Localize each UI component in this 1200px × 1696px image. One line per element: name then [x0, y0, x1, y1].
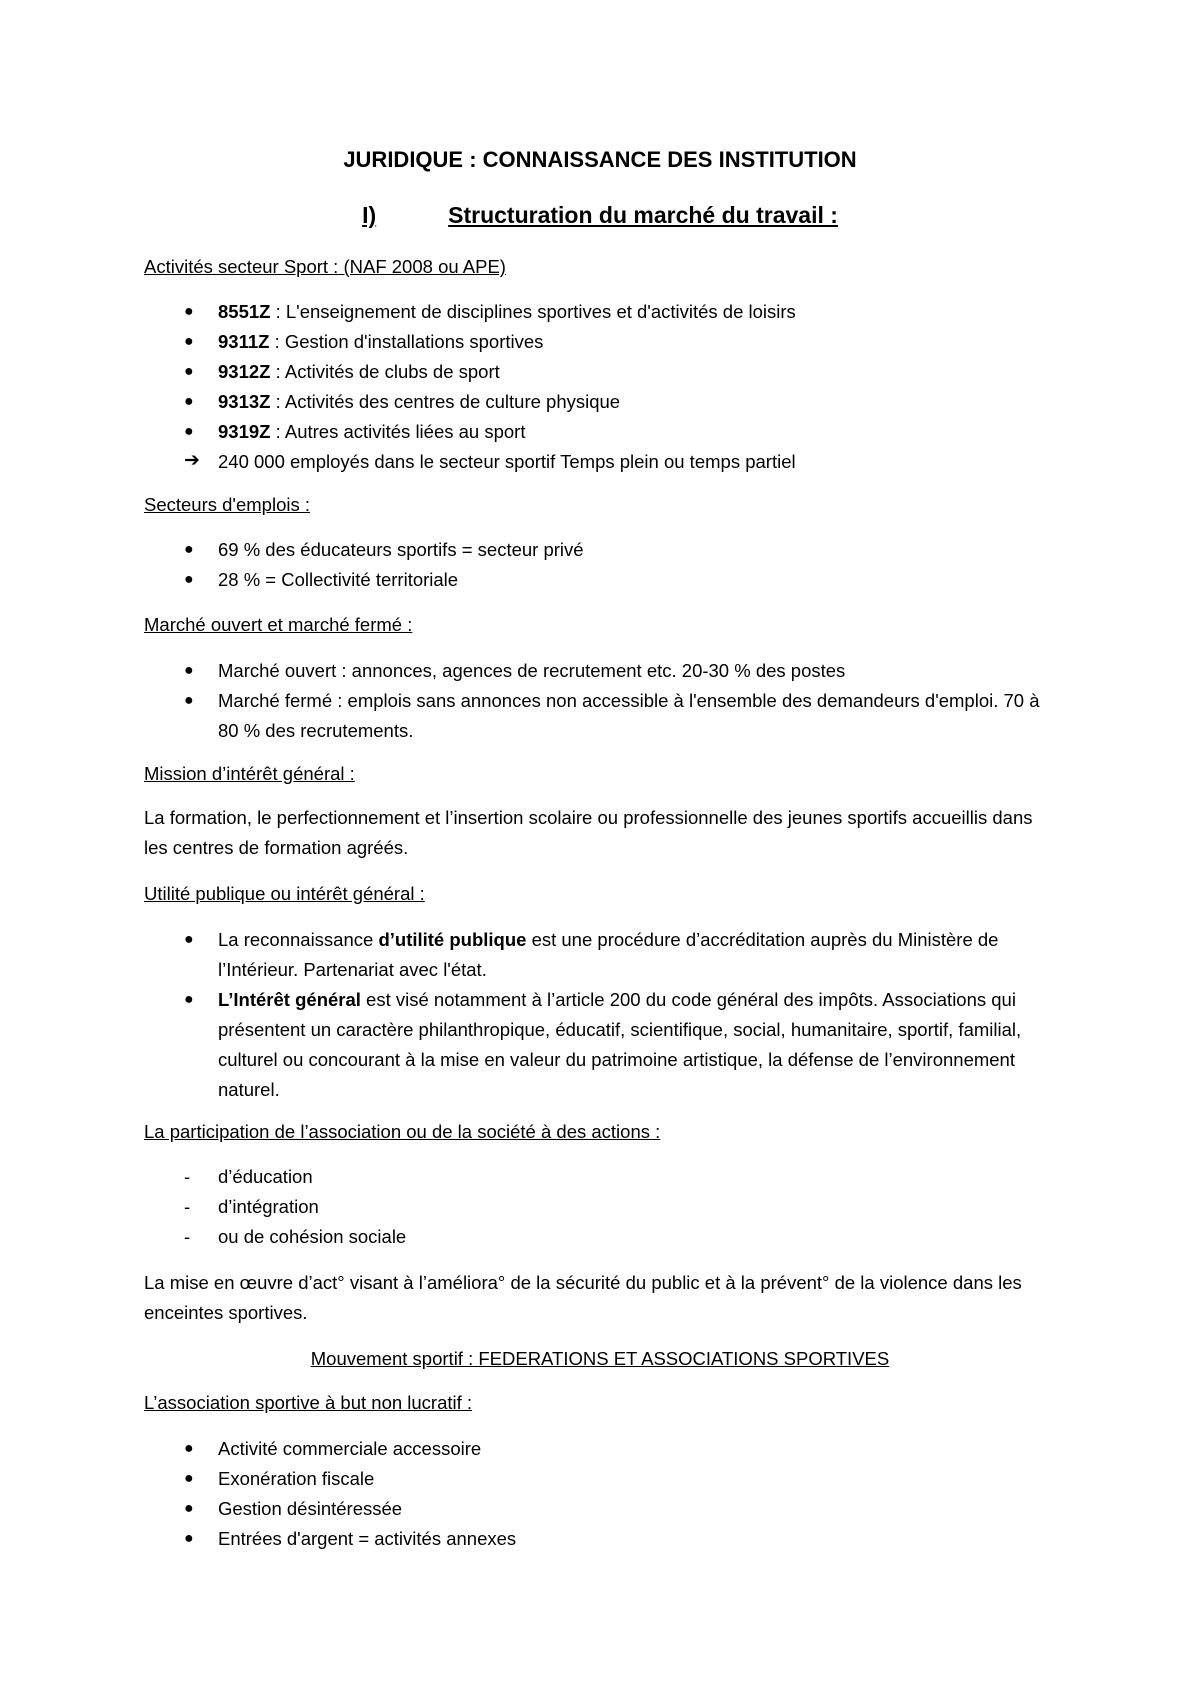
- bullet-icon: ●: [184, 662, 194, 679]
- list-item: ➔ 240 000 employés dans le secteur sportif Temps plein ou temps partiel: [184, 447, 1054, 477]
- bullet-icon: ●: [184, 692, 194, 709]
- dash-icon: -: [184, 1196, 191, 1217]
- activites-heading: Activités secteur Sport : (NAF 2008 ou APE): [144, 256, 506, 277]
- list-item: ● Gestion désintéressée: [184, 1494, 1054, 1524]
- activites-list: [184, 297, 1054, 477]
- association-heading: L’association sportive à but non lucratif :: [144, 1392, 473, 1413]
- marche-list: [184, 656, 1054, 746]
- list-item: ● Activité commerciale accessoire: [184, 1434, 1054, 1464]
- bullet-icon: ●: [184, 991, 194, 1008]
- section-number: I): [362, 202, 377, 228]
- document-title: JURIDIQUE : CONNAISSANCE DES INSTITUTION: [343, 147, 857, 172]
- list-item: ● Exonération fiscale: [184, 1464, 1054, 1494]
- list-item: - d’intégration: [184, 1192, 1054, 1222]
- list-item: ● L’Intérêt général est visé notamment à l’article 200 du code général des impôts. Associations qui présentent un caractère philanthropique, éducatif, scientifique, social, humanitaire, sportif, familial, culturel ou concourant à la mise en valeur du patrimoine artistique, la défense de l’environnement naturel.: [184, 985, 1054, 1105]
- secteurs-list: [184, 535, 1054, 595]
- arrow-right-icon: ➔: [184, 450, 200, 471]
- list-item: ● 8551Z : L'enseignement de disciplines sportives et d'activités de loisirs: [184, 297, 1054, 327]
- mission-heading: Mission d’intérêt général :: [144, 763, 355, 784]
- bullet-icon: ●: [184, 423, 194, 440]
- bullet-icon: ●: [184, 571, 194, 588]
- bullet-icon: ●: [184, 1440, 194, 1457]
- utilite-heading: Utilité publique ou intérêt général :: [144, 883, 425, 904]
- bullet-icon: ●: [184, 1470, 194, 1487]
- list-item: ● Marché ouvert : annonces, agences de recrutement etc. 20-30 % des postes: [184, 656, 1054, 686]
- bullet-icon: ●: [184, 1500, 194, 1517]
- list-item: ● 9313Z : Activités des centres de culture physique: [184, 387, 1054, 417]
- list-item: ● Entrées d'argent = activités annexes: [184, 1524, 1054, 1554]
- bullet-icon: ●: [184, 1530, 194, 1547]
- participation-heading: La participation de l’association ou de la société à des actions :: [144, 1121, 661, 1142]
- section-title: Structuration du marché du travail :: [448, 202, 838, 228]
- bullet-icon: ●: [184, 393, 194, 410]
- dash-icon: -: [184, 1226, 191, 1247]
- list-item: ● 9311Z : Gestion d'installations sportives: [184, 327, 1054, 357]
- utilite-list: [184, 925, 1054, 1105]
- bullet-icon: ●: [184, 303, 194, 320]
- list-item: ● Marché fermé : emplois sans annonces non accessible à l'ensemble des demandeurs d'emploi. 70 à 80 % des recrutements.: [184, 686, 1054, 746]
- section-heading: [0, 202, 1200, 229]
- secteurs-heading: Secteurs d'emplois :: [144, 494, 310, 515]
- list-item: ● 9312Z : Activités de clubs de sport: [184, 357, 1054, 387]
- mission-paragraph: La formation, le perfectionnement et l’insertion scolaire ou professionnelle des jeunes sportifs accueillis dans les centres de formation agréés.: [144, 807, 1033, 858]
- list-item: ● 9319Z : Autres activités liées au sport: [184, 417, 1054, 447]
- list-item: ● 69 % des éducateurs sportifs = secteur privé: [184, 535, 1054, 565]
- bullet-icon: ●: [184, 333, 194, 350]
- association-list: [184, 1434, 1054, 1554]
- participation-paragraph: La mise en œuvre d’act° visant à l’améliora° de la sécurité du public et à la prévent° de la violence dans les enceintes sportives.: [144, 1272, 1022, 1323]
- bullet-icon: ●: [184, 931, 194, 948]
- list-item: ● 28 % = Collectivité territoriale: [184, 565, 1054, 595]
- bullet-icon: ●: [184, 363, 194, 380]
- dash-icon: -: [184, 1166, 191, 1187]
- list-item: ● La reconnaissance d’utilité publique est une procédure d’accréditation auprès du Ministère de l’Intérieur. Partenariat avec l'état.: [184, 925, 1054, 985]
- list-item: - d’éducation: [184, 1162, 1054, 1192]
- mouvement-heading: Mouvement sportif : FEDERATIONS ET ASSOCIATIONS SPORTIVES: [310, 1348, 890, 1369]
- participation-list: [184, 1162, 1054, 1252]
- marche-heading: Marché ouvert et marché fermé :: [144, 614, 413, 635]
- bullet-icon: ●: [184, 541, 194, 558]
- list-item: - ou de cohésion sociale: [184, 1222, 1054, 1252]
